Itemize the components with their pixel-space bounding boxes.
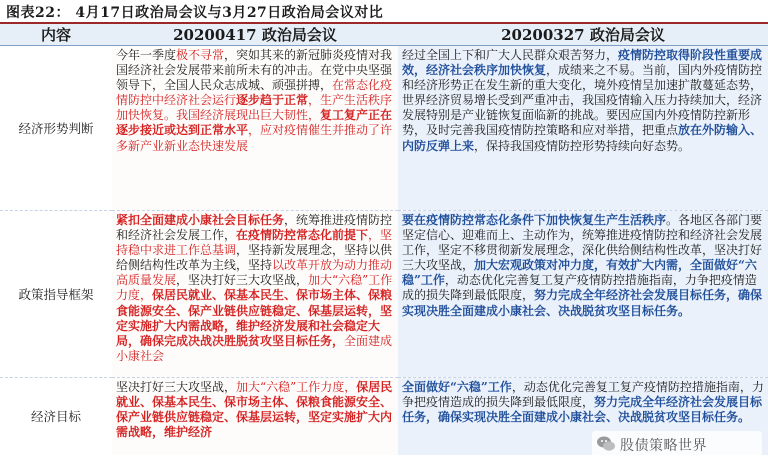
text-segment: ，保持我国疫情防控形势持续向好态势。 [474, 138, 691, 153]
cell-0417 [112, 211, 398, 378]
header-row [0, 24, 768, 46]
text-segment: ，统筹推进疫情防控和经济社会发展工作， [116, 213, 393, 243]
text-segment: 。各地区各部门要坚定信心、迎难而上、主动作为，统筹推进疫情防控和经济社会发展工作，坚定不移贯彻新发展理念，深化供给侧结构性改革，坚决打好三大攻坚战， [402, 213, 763, 273]
text-segment: 以改革开放为动力推动高质量发展 [116, 258, 393, 288]
header-content: 内容 [0, 24, 112, 46]
text-segment: ，生产生活秩序加快恢复。我国经济展现出巨大韧性， [116, 93, 393, 123]
cell-0327 [398, 46, 768, 211]
text-segment: 全面建成小康社会 [116, 333, 393, 363]
text-segment: 在疫情防控常态化前提下 [236, 228, 369, 243]
text-segment: ，成绩来之不易。当前，国内外疫情防控和经济形势正在发生新的重大变化，境外疫情呈加速扩散蔓延态势，世界经济贸易增长受到严重冲击，我国疫情输入压力持续加大，经济发展特别是产业链恢复面临新的挑战。要因应国内外疫情防控新形势，及时完善我国疫情防控策略和应对举措，把重点 [402, 63, 763, 138]
text-segment: ，坚持稳中求进工作总基调 [116, 228, 393, 258]
text-segment: 努力完成全年经济社会发展目标任务，确保实现决胜全面建成小康社会、决战脱贫攻坚目标任务。 [402, 288, 763, 318]
text-segment: 努力完成全年经济社会发展目标任务，确保实现决胜全面建成小康社会、决战脱贫攻坚目标任务。 [402, 395, 763, 425]
watermark-text: 股债策略世界 [620, 438, 707, 454]
cell-0327 [398, 211, 768, 378]
row-label: 经济目标 [30, 409, 81, 424]
comparison-table [0, 24, 768, 455]
text-segment: 今年一季度 [116, 48, 177, 62]
text-segment: ，动态优化完善复工复产疫情防控措施指南，力争把疫情造成的损失降到最低限度， [402, 380, 764, 410]
text-segment: 在常态化疫情防控中经济社会运行 [116, 78, 393, 108]
header-0327: 20200327 政治局会议 [398, 24, 768, 46]
row-label: 政策指导框架 [0, 211, 112, 378]
text-segment: ，坚持新发展理念，坚持以供给侧结构性改革为主线，坚持 [116, 243, 393, 273]
cell-0417 [112, 378, 398, 456]
text-segment: ，突如其来的新冠肺炎疫情对我国经济社会发展带来前所未有的冲击。在党中央坚强领导下，全国人民众志成城、顽强拼搏， [116, 48, 393, 93]
text-segment: 保居民就业、保基本民生、保市场主体、保粮食能源安全、保产业链供应链稳定、保基层运转，坚定实施扩大内需战略，维护经济 [116, 380, 393, 440]
text-segment: 坚决打好三大攻坚战， [116, 380, 237, 394]
text-segment: 经过全国上下和广大人民群众艰苦努力， [402, 48, 619, 62]
text-segment: ，动态优化完善复工复产疫情防控措施指南，力争把疫情造成的损失降到最低限度， [402, 273, 757, 303]
text-segment: 紧扣全面建成小康社会目标任务 [116, 213, 285, 227]
figure-title: 图表22： 4月17日政治局会议与3月27日政治局会议对比 [6, 5, 384, 21]
text-segment: 加大宏观政策对冲力度，有效扩大内需，全面做好“六稳”工作 [402, 258, 757, 288]
row-label: 经济形势判断 [0, 46, 112, 211]
text-segment: 加大“六稳”工作力度， [116, 273, 393, 303]
header-0417: 20200417 政治局会议 [112, 24, 398, 46]
text-segment: 放在外防输入、内防反弹上来 [402, 123, 763, 153]
text-segment: 复工复产正在逐步接近或达到正常水平 [116, 108, 393, 138]
text-segment: 全面做好“六稳”工作 [402, 380, 512, 394]
text-segment: 疫情防控取得阶段性重要成效，经济社会秩序加快恢复 [402, 48, 763, 78]
text-segment: ，坚决打好三大攻坚战， [176, 273, 309, 288]
text-segment: 保居民就业、保基本民生、保市场主体、保粮食能源安全、保产业链供应链稳定、保基层运转，坚定实施扩大内需战略，维护经济发展和社会稳定大局，确保完成决战决胜脱贫攻坚目标任务， [116, 288, 393, 348]
text-segment: 要在疫情防控常态化条件下加快恢复生产生活秩序 [402, 213, 667, 227]
cell-0417 [112, 46, 398, 211]
table-row [0, 46, 768, 211]
text-segment: ，应对疫情催生并推动了许多新产业新业态快速发展 [116, 123, 393, 153]
text-segment: 逐步趋于正常 [236, 93, 309, 108]
text-segment: 极不寻常 [176, 48, 225, 62]
table-row [0, 211, 768, 378]
figure-title-bar [0, 0, 768, 24]
wechat-icon [596, 434, 616, 454]
watermark [592, 431, 762, 457]
text-segment: 加大“六稳”工作力度， [236, 380, 357, 394]
